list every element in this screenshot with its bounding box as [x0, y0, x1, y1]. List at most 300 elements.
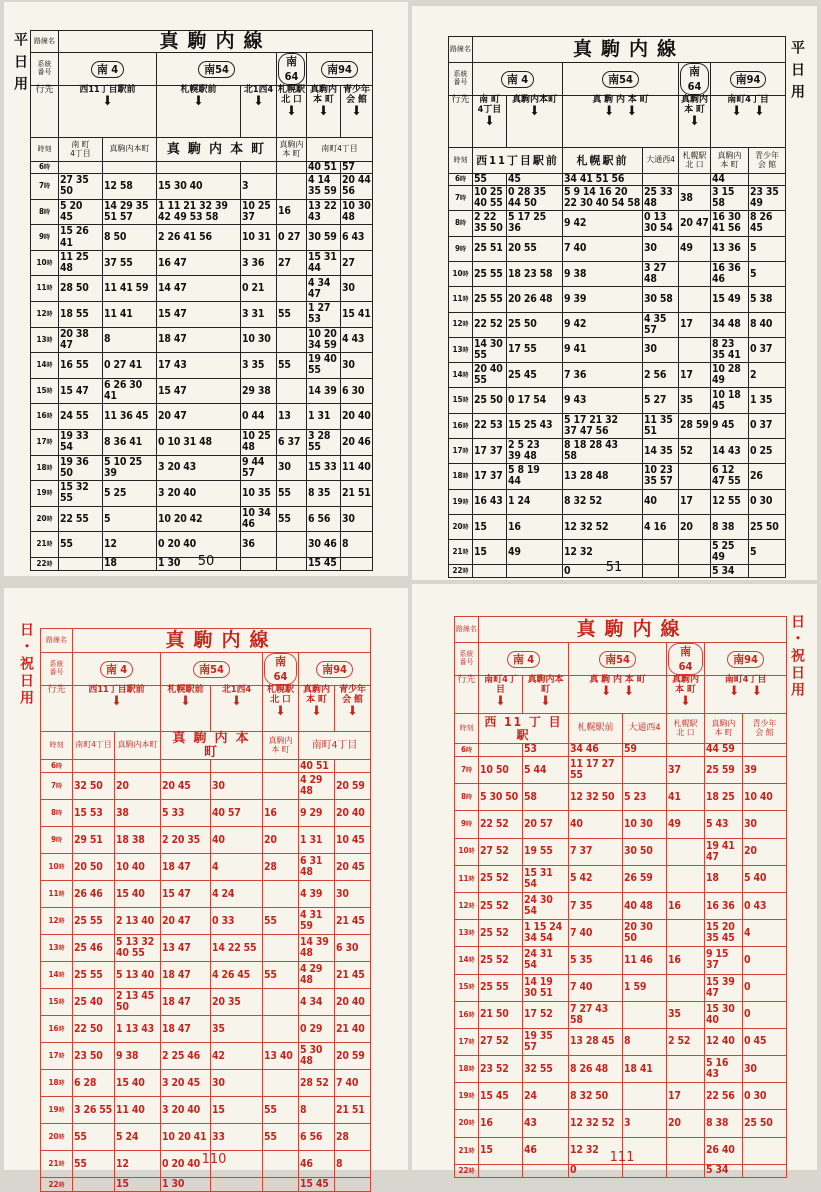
down-arrow-icon: ⬇ ⬇: [601, 683, 634, 699]
hour-cell: [455, 838, 479, 865]
hour-suffix: 時: [468, 848, 475, 856]
departure-times: 28 59: [679, 413, 711, 438]
departure-times: 10 25 48: [241, 429, 277, 455]
departure-times: 5 13 32 40 55: [115, 935, 161, 962]
jikoku-label: 時刻: [449, 148, 473, 174]
route-badge: 南94: [730, 71, 767, 88]
departure-times: 12 58: [103, 174, 157, 200]
hour-suffix: 時: [466, 821, 473, 829]
hour-cell: [31, 506, 59, 532]
route-badge: 南54: [599, 651, 636, 668]
departure-times: 12 32 52: [569, 1110, 623, 1137]
departure-times: 5 17 25 36: [507, 211, 563, 236]
departure-times: 40 57: [211, 800, 263, 827]
departure-times: 14 29 35 51 57: [103, 199, 157, 225]
hour-suffix: 時: [466, 794, 473, 802]
departure-times: 0 21: [241, 276, 277, 302]
departure-times: [667, 1137, 705, 1164]
hour-value: 8: [460, 792, 466, 802]
timetable-row: [455, 757, 787, 784]
departure-times: 0: [743, 947, 787, 974]
timetable-row: [449, 337, 786, 362]
departure-times: 30: [743, 1056, 787, 1083]
hour-suffix: 時: [468, 1065, 475, 1073]
departure-times: 44: [711, 174, 749, 186]
departure-times: 4: [743, 920, 787, 947]
departure-times: 15: [479, 1137, 523, 1164]
route-badge: 南64: [264, 653, 297, 685]
departure-times: 3 36: [241, 250, 277, 276]
departure-times: [241, 162, 277, 174]
timetable-page-51: [412, 6, 817, 580]
timetable-row: [41, 1070, 371, 1097]
hour-value: 9: [50, 835, 56, 845]
hour-value: 13: [48, 943, 59, 953]
departure-times: [749, 565, 786, 578]
departure-times: 5 25 49: [711, 540, 749, 565]
departure-times: 42: [211, 1043, 263, 1070]
departure-times: 0 20 40: [161, 1151, 211, 1178]
departure-times: 5 34: [711, 565, 749, 578]
hour-value: 14: [48, 970, 59, 980]
hour-value: 9: [38, 232, 44, 242]
departure-times: 4 29 48: [299, 773, 335, 800]
hour-value: 12: [458, 900, 469, 910]
departure-times: [263, 989, 299, 1016]
departure-times: 3 27 48: [643, 261, 679, 286]
hour-value: 19: [458, 1091, 469, 1101]
hour-cell: [449, 438, 473, 463]
departure-times: 9 45: [711, 413, 749, 438]
hour-suffix: 時: [46, 285, 53, 293]
departure-times: 28 50: [59, 276, 103, 302]
hour-value: 21: [48, 1159, 59, 1169]
destination-label: 真 駒 内 本 町: [157, 138, 277, 162]
departure-times: 16: [667, 947, 705, 974]
departure-times: 15 53: [73, 800, 115, 827]
hour-suffix: 時: [58, 1080, 65, 1088]
departure-times: 12 32 50: [569, 784, 623, 811]
departure-times: 21 45: [335, 962, 371, 989]
timetable-row: [449, 211, 786, 236]
departure-times: 35: [211, 1016, 263, 1043]
departure-times: 16: [507, 514, 563, 539]
jikoku-label: 時刻: [41, 732, 73, 760]
timetable-row: [449, 261, 786, 286]
departure-times: 25 50: [743, 1110, 787, 1137]
departure-times: 25 59: [705, 757, 743, 784]
hour-suffix: 時: [58, 999, 65, 1007]
route-badge: 南64: [278, 53, 305, 85]
departure-times: 5 38: [749, 287, 786, 312]
departure-times: 17: [679, 312, 711, 337]
departure-times: [667, 974, 705, 1001]
hour-value: 16: [36, 411, 47, 421]
hour-cell: [41, 760, 73, 773]
departure-times: [263, 760, 299, 773]
timetable-row: [449, 388, 786, 413]
rosen-label: 路線名: [455, 617, 479, 643]
departure-times: [277, 162, 307, 174]
departure-times: 20 26 48: [507, 287, 563, 312]
hour-cell: [31, 378, 59, 404]
departure-times: 19 36 50: [59, 455, 103, 481]
hour-suffix: 時: [462, 270, 469, 278]
departure-times: 15 39 47: [705, 974, 743, 1001]
departure-times: 9 43: [563, 388, 643, 413]
departure-times: 15 40: [115, 881, 161, 908]
timetable-row: [455, 892, 787, 919]
down-arrow-icon: ⬇ ⬇: [729, 683, 762, 699]
departure-times: 3: [241, 174, 277, 200]
timetable-row: [31, 250, 373, 276]
departure-times: 18: [705, 865, 743, 892]
departure-times: 15 26 41: [59, 225, 103, 251]
departure-times: 3 35: [241, 353, 277, 379]
timetable-row: [449, 514, 786, 539]
departure-times: 25 55: [473, 287, 507, 312]
departure-times: 45: [507, 174, 563, 186]
hour-suffix: 時: [58, 972, 65, 980]
departure-times: 17: [679, 363, 711, 388]
departure-times: 1 31: [299, 827, 335, 854]
departure-times: 37 55: [103, 250, 157, 276]
departure-times: 20 50: [73, 854, 115, 881]
departure-times: 20 40: [335, 800, 371, 827]
departure-times: 11 40: [115, 1097, 161, 1124]
departure-times: 6 30: [335, 935, 371, 962]
route-badge: 南 4: [100, 661, 133, 678]
rosen-label: 路線名: [31, 31, 59, 53]
hour-suffix: 時: [58, 918, 65, 926]
hour-suffix: 時: [462, 372, 469, 380]
departure-times: 25 50: [507, 312, 563, 337]
timetable-row: [449, 438, 786, 463]
departure-times: 8: [299, 1097, 335, 1124]
hour-suffix: 時: [46, 413, 53, 421]
direction-label: 青少年 会 館: [343, 85, 371, 105]
departure-times: 10 30: [241, 327, 277, 353]
departure-times: 41: [667, 784, 705, 811]
departure-times: 30: [341, 276, 373, 302]
departure-times: 5 43: [705, 811, 743, 838]
timetable-row: [449, 312, 786, 337]
departure-times: 1 31: [307, 404, 341, 430]
keito-label: 系統 番号: [449, 63, 473, 96]
timetable-row: [449, 363, 786, 388]
departure-times: 20 46: [341, 429, 373, 455]
timetable-row: [41, 962, 371, 989]
side-label: 日・祝日用: [789, 614, 805, 699]
hour-suffix: 時: [46, 464, 53, 472]
hour-cell: [31, 557, 59, 570]
departure-times: 10 20 41: [161, 1124, 211, 1151]
departure-times: 8: [103, 327, 157, 353]
departure-times: 9 42: [563, 312, 643, 337]
hour-value: 8: [38, 206, 44, 216]
departure-times: 4 35 57: [643, 312, 679, 337]
departure-times: 5 20 45: [59, 199, 103, 225]
departure-times: 30: [643, 337, 679, 362]
departure-times: [473, 565, 507, 578]
hour-suffix: 時: [46, 515, 53, 523]
hour-suffix: 時: [468, 1011, 475, 1019]
direction-label: 真駒内 本 町: [309, 85, 337, 105]
departure-times: 10 40: [743, 784, 787, 811]
departure-times: 15 47: [161, 881, 211, 908]
yukisaki-label: 行先: [31, 86, 59, 138]
departure-times: 23 50: [73, 1043, 115, 1070]
departure-times: 26 59: [623, 865, 667, 892]
departure-times: 0 37: [749, 337, 786, 362]
direction-label: 南 町 4丁目: [477, 95, 502, 115]
departure-times: 25 52: [479, 865, 523, 892]
departure-times: 15 47: [59, 378, 103, 404]
departure-times: 2 52: [667, 1028, 705, 1055]
hour-cell: [31, 276, 59, 302]
departure-times: 10 50: [479, 757, 523, 784]
direction-label: 北1西4: [221, 685, 252, 695]
departure-times: 8 23 35 41: [711, 337, 749, 362]
timetable-row: [449, 287, 786, 312]
down-arrow-icon: ⬇: [689, 113, 700, 129]
departure-times: [277, 327, 307, 353]
route-badge: 南64: [668, 643, 703, 675]
departure-times: 20 47: [161, 908, 211, 935]
destination-label: 札幌駅前: [563, 148, 643, 174]
hour-value: 14: [36, 360, 47, 370]
hour-value: 16: [452, 420, 463, 430]
departure-times: 20 55: [507, 236, 563, 261]
departure-times: 25 33 48: [643, 186, 679, 211]
departure-times: 46: [523, 1137, 569, 1164]
departure-times: 13 28 48: [563, 464, 643, 489]
departure-times: 25 55: [473, 261, 507, 286]
timetable-row: [31, 353, 373, 379]
route-badge: 南54: [193, 661, 230, 678]
timetable-row: [41, 773, 371, 800]
departure-times: 3 26 55: [73, 1097, 115, 1124]
departure-times: 5 16 43: [705, 1056, 743, 1083]
departure-times: 18 47: [161, 854, 211, 881]
timetable-row: [41, 1124, 371, 1151]
departure-times: [341, 557, 373, 570]
hour-suffix: 時: [44, 183, 51, 191]
departure-times: 4 16: [643, 514, 679, 539]
hour-suffix: 時: [44, 208, 51, 216]
departure-times: 22 53: [473, 413, 507, 438]
departure-times: 15 47: [157, 301, 241, 327]
departure-times: 24 55: [59, 404, 103, 430]
departure-times: [643, 565, 679, 578]
departure-times: 14 43: [711, 438, 749, 463]
timetable: [454, 616, 787, 1178]
hour-suffix: 時: [44, 234, 51, 242]
departure-times: 23 35 49: [749, 186, 786, 211]
departure-times: 40 48: [623, 892, 667, 919]
departure-times: 4 14 35 59: [307, 174, 341, 200]
timetable-row: [31, 301, 373, 327]
departure-times: [667, 920, 705, 947]
departure-times: 15 40: [115, 1070, 161, 1097]
departure-times: [623, 1164, 667, 1177]
hour-value: 13: [36, 334, 47, 344]
departure-times: 10 40: [115, 854, 161, 881]
departure-times: 5: [749, 540, 786, 565]
keito-label: 系統 番号: [41, 653, 73, 686]
departure-times: 40: [569, 811, 623, 838]
hour-suffix: 時: [58, 1026, 65, 1034]
departure-times: 2: [749, 363, 786, 388]
timetable-row: [455, 1110, 787, 1137]
down-arrow-icon: ⬇: [193, 93, 204, 109]
departure-times: 29 38: [241, 378, 277, 404]
hour-cell: [31, 429, 59, 455]
line-title: 真駒内線: [479, 617, 787, 643]
departure-times: 25 55: [479, 974, 523, 1001]
departure-times: 34 46: [569, 744, 623, 757]
departure-times: 20 47: [157, 404, 241, 430]
timetable-row: [455, 838, 787, 865]
departure-times: 1 27 53: [307, 301, 341, 327]
departure-times: 27 52: [479, 1028, 523, 1055]
timetable-row: [455, 920, 787, 947]
departure-times: 26 46: [73, 881, 115, 908]
hour-value: 22: [48, 1179, 59, 1189]
departure-times: 25 52: [479, 947, 523, 974]
hour-cell: [41, 854, 73, 881]
departure-times: 0 43: [743, 892, 787, 919]
direction-label: 真駒内 本 町: [680, 95, 708, 115]
hour-value: 22: [458, 1165, 469, 1175]
hour-suffix: 時: [46, 387, 53, 395]
hour-value: 21: [452, 547, 463, 557]
hour-suffix: 時: [56, 783, 63, 791]
side-label: 平日用: [789, 40, 805, 106]
direction-label: 真駒内 本 町: [302, 685, 330, 705]
departure-times: 14 22 55: [211, 935, 263, 962]
departure-times: [277, 174, 307, 200]
departure-times: [479, 1164, 523, 1177]
departure-times: 30: [341, 353, 373, 379]
down-arrow-icon: ⬇ ⬇: [731, 103, 765, 119]
departure-times: 8: [341, 532, 373, 558]
departure-times: 6 30: [341, 378, 373, 404]
hour-suffix: 時: [468, 957, 475, 965]
timetable: [40, 628, 371, 1192]
route-badge: 南 4: [91, 61, 124, 78]
departure-times: 38: [679, 186, 711, 211]
departure-times: 4 39: [299, 881, 335, 908]
departure-times: 22 52: [479, 811, 523, 838]
departure-times: [263, 881, 299, 908]
departure-times: 15 30 40: [157, 174, 241, 200]
departure-times: 0 10 31 48: [157, 429, 241, 455]
hour-cell: [41, 800, 73, 827]
hour-value: 11: [452, 294, 463, 304]
departure-times: 20 38 47: [59, 327, 103, 353]
hour-suffix: 時: [462, 296, 469, 304]
hour-suffix: 時: [462, 498, 469, 506]
hour-cell: [41, 1178, 73, 1192]
hour-value: 7: [460, 764, 466, 774]
direction-label: 真駒内 本 町: [671, 675, 699, 695]
hour-cell: [31, 174, 59, 200]
departure-times: 0 17 54: [507, 388, 563, 413]
hour-suffix: 時: [460, 194, 467, 202]
departure-times: 16 36: [705, 892, 743, 919]
hour-cell: [449, 261, 473, 286]
departure-times: 0 37: [749, 413, 786, 438]
side-label: 平日用: [12, 32, 28, 98]
hour-value: 6: [454, 174, 460, 184]
departure-times: 0 25: [749, 438, 786, 463]
destination-label: 真駒内 本 町: [263, 732, 299, 760]
hour-suffix: 時: [58, 945, 65, 953]
departure-times: 30: [341, 506, 373, 532]
hour-suffix: 時: [58, 1161, 65, 1169]
timetable: [448, 36, 786, 578]
departure-times: 14 35: [643, 438, 679, 463]
departure-times: 5 17 21 32 37 47 56: [563, 413, 643, 438]
page-number: 110: [201, 1152, 227, 1167]
hour-cell: [449, 388, 473, 413]
route-badge: 南 4: [507, 651, 540, 668]
departure-times: 5 30 48: [299, 1043, 335, 1070]
departure-times: 20 35: [211, 989, 263, 1016]
departure-times: [623, 1083, 667, 1110]
hour-value: 13: [458, 928, 469, 938]
departure-times: 46: [299, 1151, 335, 1178]
departure-times: 15 32 55: [59, 481, 103, 507]
departure-times: 6 12 47 55: [711, 464, 749, 489]
hour-cell: [455, 892, 479, 919]
direction-label: 北1西4: [243, 85, 274, 95]
departure-times: 34 41 51 56: [563, 174, 643, 186]
hour-value: 21: [36, 539, 47, 549]
hour-cell: [455, 757, 479, 784]
departure-times: 15 45: [299, 1178, 335, 1192]
direction-label: 札幌駅 北 口: [278, 85, 306, 105]
departure-times: 16: [479, 1110, 523, 1137]
departure-times: 18 55: [59, 301, 103, 327]
departure-times: [263, 1178, 299, 1192]
departure-times: 14 47: [157, 276, 241, 302]
departure-times: 26: [749, 464, 786, 489]
timetable-row: [455, 1164, 787, 1177]
direction-label: 南町4丁目: [724, 675, 767, 685]
departure-times: 22 52: [473, 312, 507, 337]
keito-label: 系統 番号: [31, 53, 59, 86]
departure-times: 7 36: [563, 363, 643, 388]
departure-times: 5 10 25 39: [103, 455, 157, 481]
departure-times: 34 48: [711, 312, 749, 337]
departure-times: [679, 565, 711, 578]
departure-times: 6 37: [277, 429, 307, 455]
departure-times: 28: [335, 1124, 371, 1151]
hour-suffix: 時: [468, 1147, 475, 1155]
departure-times: 8 38: [711, 514, 749, 539]
departure-times: 27 52: [479, 838, 523, 865]
hour-value: 18: [452, 471, 463, 481]
destination-label: 南町4丁目: [299, 732, 371, 760]
departure-times: 13 40: [263, 1043, 299, 1070]
destination-label: 南町4丁目: [73, 732, 115, 760]
hour-suffix: 時: [462, 321, 469, 329]
hour-suffix: 時: [46, 439, 53, 447]
departure-times: 9 41: [563, 337, 643, 362]
hour-cell: [449, 312, 473, 337]
